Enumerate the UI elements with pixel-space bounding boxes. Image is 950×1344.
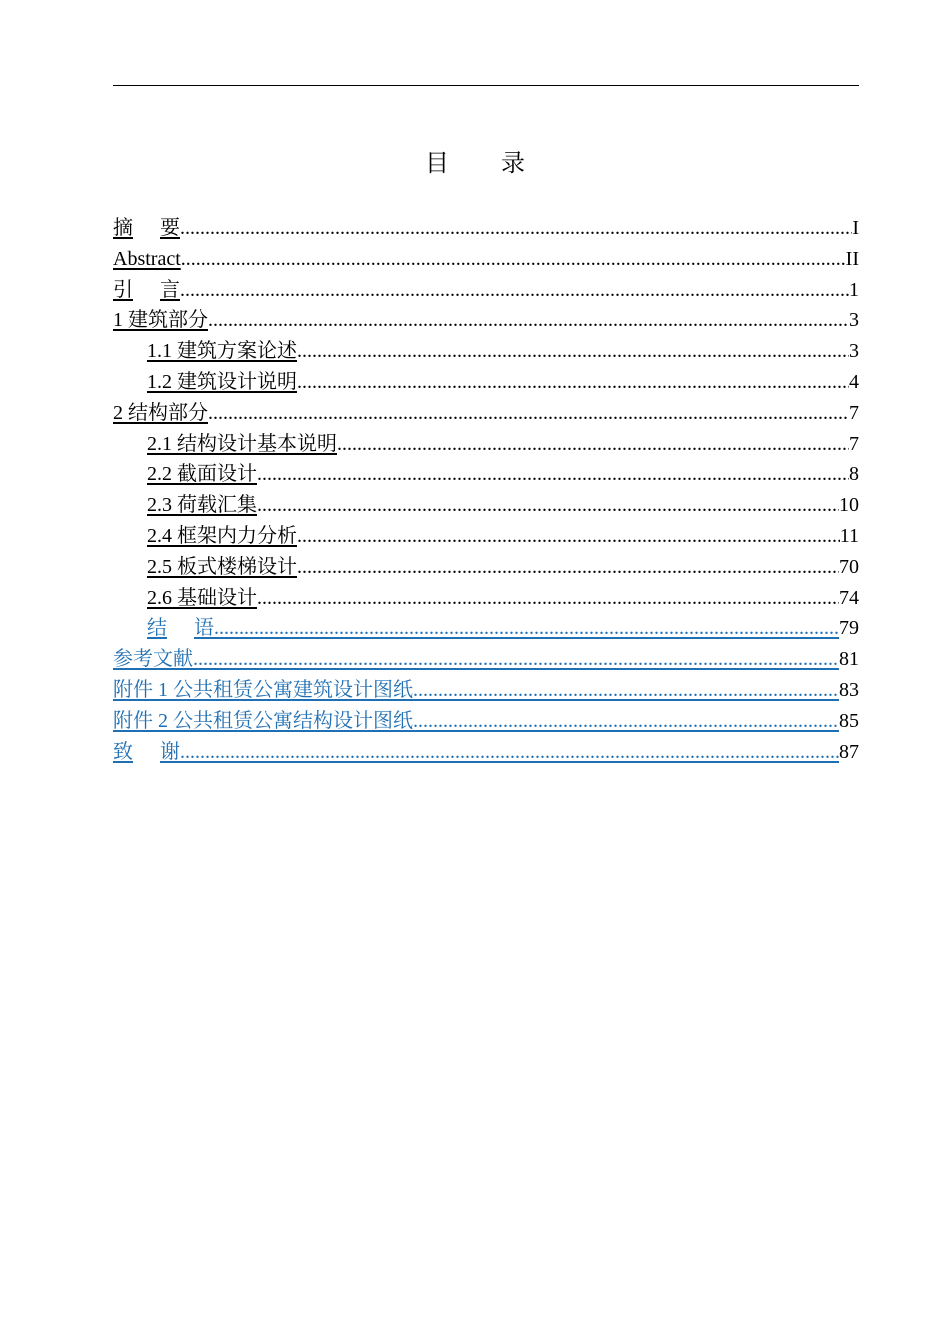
toc-page-number: 70 [839, 555, 859, 578]
toc-page-number: I [852, 217, 859, 239]
toc-entry-appendix-1[interactable] [113, 675, 859, 706]
toc-entry-label: 1 建筑部分 [113, 309, 208, 332]
toc-dot-leader [337, 429, 849, 460]
toc-dot-leader [297, 521, 840, 552]
toc-dot-leader [257, 490, 839, 521]
toc-entry-references[interactable] [113, 644, 859, 675]
toc-entry-label: 引 言 [113, 278, 180, 301]
toc-page-number: 85 [839, 709, 859, 732]
toc-dot-leader [180, 275, 849, 306]
toc-dot-leader [297, 367, 849, 398]
toc-page-number: 10 [839, 494, 859, 517]
toc-entry-section-2-5[interactable] [113, 552, 859, 583]
toc-page-number: 81 [839, 648, 859, 671]
toc-entry-section-2-4[interactable] [113, 521, 859, 552]
toc-entry-label: 附件 1 公共租赁公寓建筑设计图纸 [113, 678, 413, 701]
toc-entry-section-1-1[interactable] [113, 336, 859, 367]
toc-page-number: 83 [839, 678, 859, 701]
toc-entry-label: Abstract [113, 247, 181, 270]
toc-entry-section-2-6[interactable] [113, 583, 859, 614]
toc-entry-abstract-en[interactable] [113, 244, 859, 275]
toc-entry-label: 附件 2 公共租赁公寓结构设计图纸 [113, 709, 413, 732]
header-rule [113, 85, 859, 86]
toc-entry-abstract-cn[interactable] [113, 213, 859, 244]
toc-dot-leader [297, 552, 839, 583]
toc-dot-leader [257, 459, 849, 490]
toc-entry-acknowledgements[interactable] [113, 737, 859, 768]
page-title [0, 146, 950, 182]
toc-page-number: 3 [849, 340, 859, 363]
toc-entry-chapter-1[interactable] [113, 305, 859, 336]
toc-page-number: 7 [849, 432, 859, 455]
toc-entry-section-2-1[interactable] [113, 429, 859, 460]
toc-page-number: 8 [849, 463, 859, 486]
toc-dot-leader [180, 213, 852, 244]
toc-entry-introduction[interactable] [113, 275, 859, 306]
toc-page-number: 87 [839, 740, 859, 763]
toc-dot-leader [297, 336, 849, 367]
toc-page-number: 74 [839, 586, 859, 609]
toc-page-number: II [845, 247, 859, 270]
toc-entry-label: 1.2 建筑设计说明 [147, 370, 297, 393]
toc-page-number: 1 [849, 278, 859, 301]
toc-entry-label: 1.1 建筑方案论述 [147, 340, 297, 363]
toc-entry-label: 参考文献 [113, 648, 193, 671]
toc-entry-label: 致 谢 [113, 740, 180, 763]
toc-dot-leader [413, 675, 839, 706]
page-title-char: 目 [425, 151, 449, 177]
toc-dot-leader [181, 244, 846, 275]
toc-dot-leader [413, 706, 839, 737]
toc-entry-chapter-2[interactable] [113, 398, 859, 429]
toc-dot-leader [208, 305, 849, 336]
toc-dot-leader [214, 613, 839, 644]
toc-entry-appendix-2[interactable] [113, 706, 859, 737]
toc-entry-label: 2.1 结构设计基本说明 [147, 432, 337, 455]
toc-entry-conclusion[interactable] [113, 613, 859, 644]
toc-entry-label: 2.3 荷载汇集 [147, 494, 257, 517]
page-title-char: 录 [501, 151, 525, 177]
toc-entry-label: 2.5 板式楼梯设计 [147, 555, 297, 578]
table-of-contents [113, 213, 859, 767]
toc-page-number: 11 [839, 524, 859, 547]
toc-dot-leader [208, 398, 849, 429]
toc-entry-section-2-3[interactable] [113, 490, 859, 521]
toc-page-number: 3 [849, 309, 859, 332]
toc-page-number: 4 [849, 370, 859, 393]
toc-page-number: 7 [849, 401, 859, 424]
toc-entry-section-2-2[interactable] [113, 459, 859, 490]
toc-dot-leader [180, 737, 839, 768]
toc-entry-label: 2.4 框架内力分析 [147, 524, 297, 547]
toc-dot-leader [257, 583, 839, 614]
toc-page-number: 79 [839, 617, 859, 640]
toc-entry-section-1-2[interactable] [113, 367, 859, 398]
toc-entry-label: 摘 要 [113, 217, 180, 239]
toc-entry-label: 结 语 [147, 617, 214, 640]
toc-entry-label: 2.6 基础设计 [147, 586, 257, 609]
toc-entry-label: 2.2 截面设计 [147, 463, 257, 486]
toc-dot-leader [193, 644, 839, 675]
toc-entry-label: 2 结构部分 [113, 401, 208, 424]
